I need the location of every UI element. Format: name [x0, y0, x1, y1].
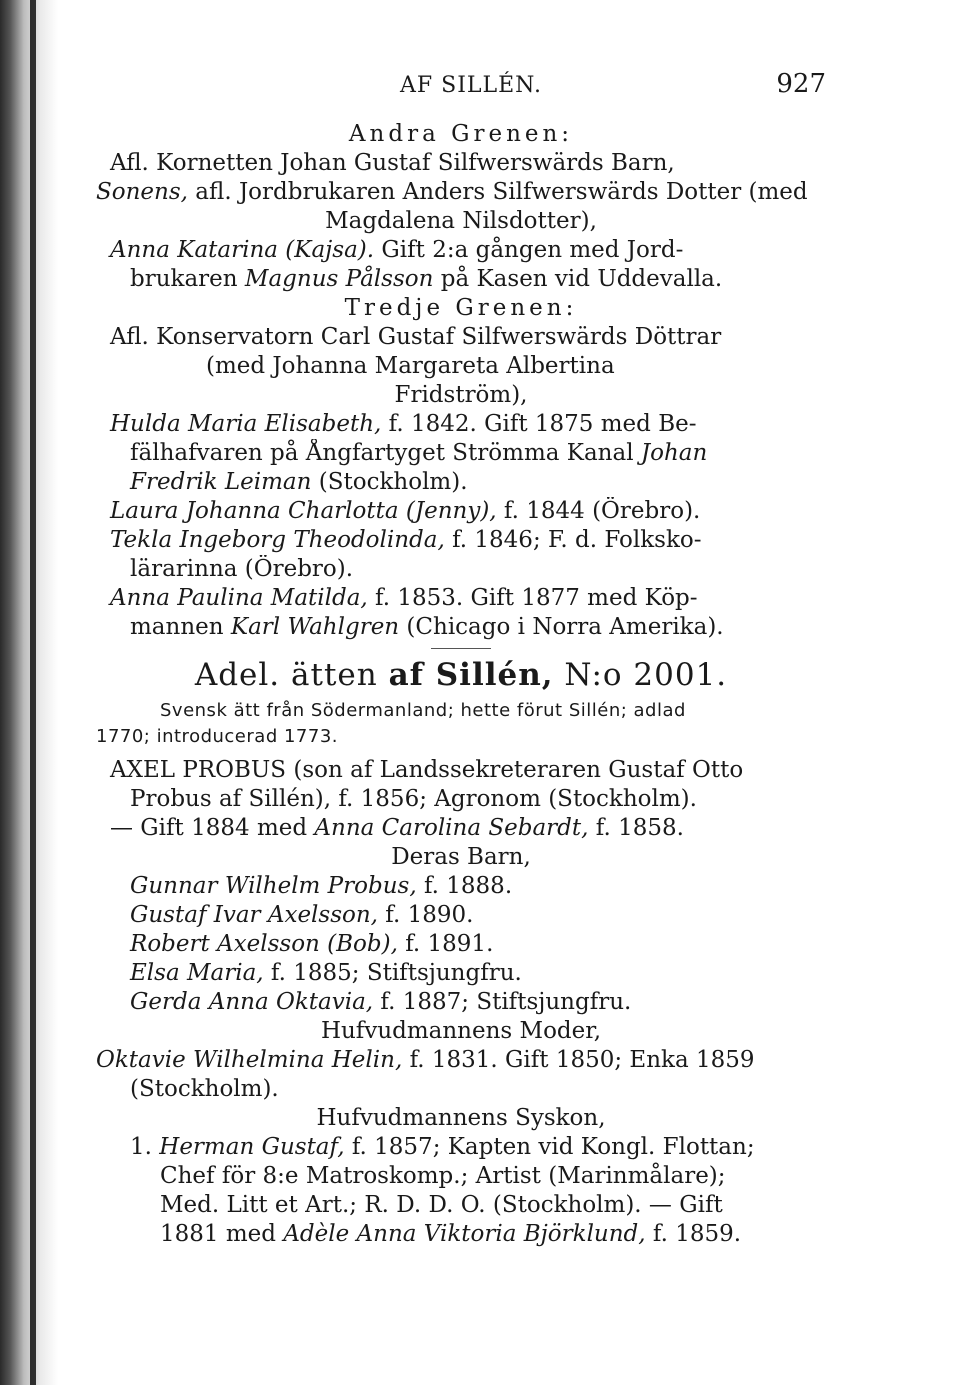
text-run: 1881 med	[160, 1221, 284, 1247]
section-intro: 1770; introducerad 1773.	[96, 726, 338, 747]
italic-name: Oktavie Wilhelmina Helin,	[96, 1047, 403, 1073]
text-run: f. 1887; Stiftsjungfru.	[373, 989, 632, 1015]
text-run: (Chicago i Norra Amerika).	[399, 614, 724, 640]
text-line	[96, 178, 826, 207]
text-line: Med. Litt et Art.; R. D. D. O. (Stockholm). — Gift	[160, 1192, 723, 1218]
italic-name: Gunnar Wilhelm Probus,	[130, 873, 417, 899]
text-run: f. 1890.	[378, 902, 474, 928]
section-title-number: N:o 2001.	[553, 657, 728, 693]
running-title: AF SILLÉN.	[399, 73, 543, 98]
scan-binding-edge	[0, 0, 58, 1385]
italic-name: Anna Paulina Matilda,	[110, 585, 368, 611]
text-line: Chef för 8:e Matroskomp.; Artist (Marinmålare);	[160, 1163, 726, 1189]
text-run: afl. Jordbrukaren Anders Silfwerswärds Dotter (med	[187, 179, 808, 205]
text-run: f. 1853. Gift 1877 med Köp-	[367, 585, 698, 611]
text-run: f. 1857; Kapten vid Kongl. Flottan;	[344, 1134, 755, 1160]
page-number: 927	[776, 69, 826, 99]
text-run: (Stockholm).	[311, 469, 468, 495]
section-intro: Svensk ätt från Södermanland; hette förut Sillén; adlad	[160, 700, 686, 721]
text-line: Afl. Kornetten Johan Gustaf Silfwerswärds Barn,	[110, 150, 675, 176]
text-line: (med Johanna Margareta Albertina	[206, 353, 615, 379]
italic-name: Adèle Anna Viktoria Björklund,	[283, 1221, 646, 1247]
text-run: — Gift 1884 med	[110, 815, 315, 841]
text-run: f. 1844 (Örebro).	[496, 498, 701, 524]
italic-name: Robert Axelsson (Bob),	[130, 931, 398, 957]
text-line	[96, 265, 826, 294]
italic-name: Magnus Pålsson	[244, 266, 434, 292]
italic-name: Hulda Maria Elisabeth,	[110, 411, 382, 437]
italic-name: Tekla Ingeborg Theodolinda,	[110, 527, 445, 553]
italic-name: Gerda Anna Oktavia,	[130, 989, 374, 1015]
italic-name: Gustaf Ivar Axelsson,	[130, 902, 378, 928]
text-line	[96, 814, 826, 843]
italic-name: Anna Katarina (Kajsa).	[110, 237, 375, 263]
text-line	[96, 439, 826, 468]
text-run: f. 1885; Stiftsjungfru.	[263, 960, 522, 986]
text-line: (Stockholm).	[130, 1076, 279, 1102]
list-number: 1.	[130, 1134, 160, 1160]
text-line	[96, 584, 826, 613]
book-page	[96, 70, 826, 1249]
text-line	[96, 497, 826, 526]
list-item	[96, 988, 826, 1017]
text-line	[96, 468, 826, 497]
list-item	[96, 959, 826, 988]
text-line	[96, 613, 826, 642]
text-line	[96, 236, 826, 265]
text-line	[96, 526, 826, 555]
children-heading: Deras Barn,	[391, 844, 531, 870]
text-run: brukaren	[130, 266, 245, 292]
italic-name: Anna Carolina Sebardt,	[314, 815, 589, 841]
italic-name: Johan	[640, 440, 708, 466]
list-item	[96, 930, 826, 959]
text-run: f. 1846; F. d. Folksko-	[444, 527, 702, 553]
italic-name: Karl Wahlgren	[230, 614, 400, 640]
text-line: Fridström),	[394, 382, 528, 408]
italic-name: Sonens,	[96, 179, 188, 205]
text-line	[96, 410, 826, 439]
text-run: f. 1888.	[416, 873, 513, 899]
text-run: f. 1891.	[397, 931, 494, 957]
italic-name: Fredrik Leiman	[130, 469, 312, 495]
text-line	[96, 1220, 826, 1249]
branch-heading-third: Tredje Grenen:	[344, 295, 578, 321]
text-line: AXEL PROBUS (son af Landssekreteraren Gustaf Otto	[110, 757, 744, 783]
section-title	[96, 657, 826, 693]
italic-name: Herman Gustaf,	[159, 1134, 345, 1160]
text-run: Gift 2:a gången med Jord-	[374, 237, 684, 263]
mother-heading: Hufvudmannens Moder,	[320, 1018, 602, 1044]
text-run: f. 1842. Gift 1875 med Be-	[381, 411, 697, 437]
text-run: på Kasen vid Uddevalla.	[433, 266, 723, 292]
text-line	[96, 1046, 826, 1075]
siblings-heading: Hufvudmannens Syskon,	[316, 1105, 606, 1131]
list-item	[96, 901, 826, 930]
branch-heading-second: Andra Grenen:	[348, 121, 574, 147]
text-run: f. 1859.	[645, 1221, 742, 1247]
text-line: lärarinna (Örebro).	[130, 556, 354, 582]
italic-name: Elsa Maria,	[130, 960, 264, 986]
text-run: fälhafvaren på Ångfartyget Strömma Kanal	[130, 440, 641, 466]
page-header	[96, 70, 826, 120]
list-item	[96, 1133, 826, 1162]
text-line: Magdalena Nilsdotter),	[325, 208, 597, 234]
italic-name: Laura Johanna Charlotta (Jenny),	[110, 498, 497, 524]
text-run: f. 1831. Gift 1850; Enka 1859	[402, 1047, 755, 1073]
text-run: f. 1858.	[588, 815, 684, 841]
section-divider	[431, 648, 491, 649]
text-line: Probus af Sillén), f. 1856; Agronom (Stockholm).	[130, 786, 697, 812]
section-title-family: af Sillén,	[388, 657, 554, 693]
scan-binding-shadow	[30, 0, 36, 1385]
list-item	[96, 872, 826, 901]
section-title-prefix: Adel. ätten	[194, 657, 389, 693]
text-run: mannen	[130, 614, 231, 640]
text-line: Afl. Konservatorn Carl Gustaf Silfwerswärds Döttrar	[110, 324, 722, 350]
